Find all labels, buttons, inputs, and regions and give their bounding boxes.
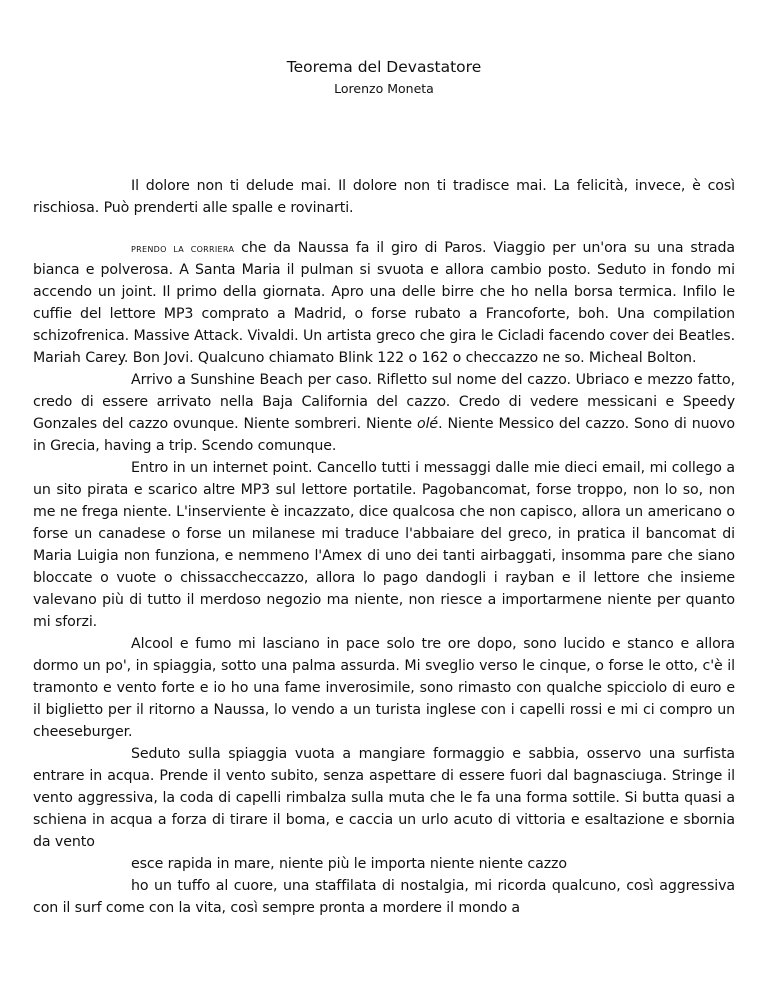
document-body (33, 175, 735, 919)
paragraph-2-text-a: Arrivo a Sunshine Beach per caso. Rifletto sul nome del cazzo. Ubriaco e mezzo fatto, credo di essere arrivato nella Baja California del cazzo. Credo di vedere messicani e Speedy Gonzales del cazzo ovunque. Niente sombreri. Niente (33, 372, 735, 432)
epigraph: Il dolore non ti delude mai. Il dolore non ti tradisce mai. La felicità, invece, è così rischiosa. Può prenderti alle spalle e rovinarti. (33, 178, 735, 216)
paragraph-2-text-b: . Niente Messico del cazzo. Sono di nuovo in Grecia, having a trip. Scendo comunque. (33, 416, 735, 454)
paragraph-7: ho un tuffo al cuore, una staffilata di nostalgia, mi ricorda qualcuno, così aggressiva con il surf come con la vita, così sempre pronta a mordere il mondo a (33, 878, 735, 916)
paragraph-1-lead: prendo la corriera (131, 241, 235, 255)
paragraph-6: esce rapida in mare, niente più le importa niente niente cazzo (131, 856, 567, 872)
document-title: Teorema del Devastatore (286, 58, 482, 76)
paragraph-5: Seduto sulla spiaggia vuota a mangiare formaggio e sabbia, osservo una surfista entrare in acqua. Prende il vento subito, senza aspettare di essere fuori dal bagnasciuga. Stringe il vento aggressiva, la coda di capelli rimbalza sulla muta che le fa una forma sottile. Si butta quasi a schiena in acqua a forza di tirare il boma, e caccia un urlo acuto di vittoria e esaltazione e sbornia da vento (33, 746, 735, 850)
paragraph-2 (33, 369, 735, 457)
paragraph-4: Alcool e fumo mi lasciano in pace solo tre ore dopo, sono lucido e stanco e allora dormo un po', in spiaggia, sotto una palma assurda. Mi sveglio verso le cinque, o forse le otto, c'è il tramonto e vento forte e io ho una fame inverosimile, sono rimasto con qualche spicciolo di euro e il biglietto per il ritorno a Naussa, lo vendo a un turista inglese con i capelli rossi e mi ci compro un cheeseburger. (33, 636, 735, 740)
paragraph-1-text: che da Naussa fa il giro di Paros. Viaggio per un'ora su una strada bianca e polverosa. A Santa Maria il pulman si svuota e allora cambio posto. Seduto in fondo mi accendo un joint. Il primo della giornata. Apro una delle birre che ho nella borsa termica. Infilo le cuffie del lettore MP3 comprato a Madrid, o forse rubato a Francoforte, boh. Una compilation schizofrenica. Massive Attack. Vivaldi. Un artista greco che gira le Cicladi facendo cover dei Beatles. Mariah Carey. Bon Jovi. Qualcuno chiamato Blink 122 o 162 o checcazzo ne so. Micheal Bolton. (33, 240, 735, 366)
paragraph-2-italic: olé (417, 416, 439, 432)
document-author: Lorenzo Moneta (334, 81, 434, 96)
paragraph-1 (33, 237, 735, 369)
paragraph-3: Entro in un internet point. Cancello tutti i messaggi dalle mie dieci email, mi collego a un sito pirata e scarico altre MP3 sul lettore portatile. Pagobancomat, forse troppo, non lo so, non me ne frega niente. L'inserviente è incazzato, dice qualcosa che non capisco, allora un americano o forse un canadese o forse un milanese mi traduce l'abbaiare del greco, in pratica il bancomat di Maria Luigia non funziona, e nemmeno l'Amex di uno dei tanti airbaggati, insomma pare che siano bloccate o vuote o chissaccheccazzo, allora lo pago dandogli i rayban e il lettore che insieme valevano più di tutto il merdoso negozio ma niente, non riesce a importarmene niente per quanto mi sforzi. (33, 460, 735, 630)
